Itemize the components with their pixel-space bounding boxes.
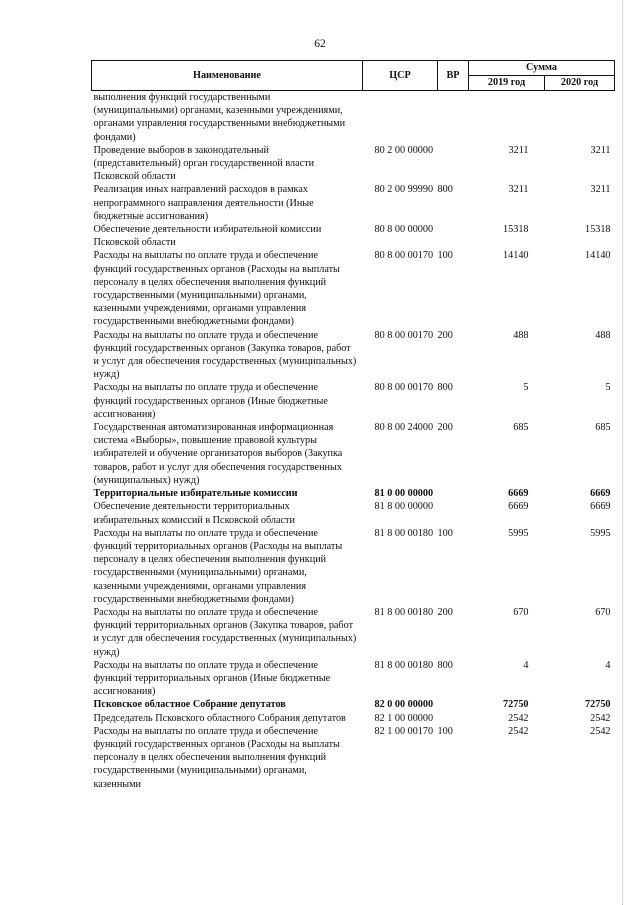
cell-name: Расходы на выплаты по оплате труда и обеспечение функций территориальных органов (Расходы на выплаты персоналу в целях обеспечения выполнения функций государственными (муниципальными) органами, казенными учреждениями, органами управления государственными внебюджетными фондами)	[93, 527, 343, 605]
cell-csr: 80 8 00 00000	[374, 224, 434, 236]
cell-amount-2019: 2542	[508, 725, 529, 737]
cell-vr: 800	[437, 184, 453, 196]
header-csr: ЦСР	[363, 61, 438, 91]
table-row	[92, 606, 615, 659]
cell-vr	[438, 144, 469, 184]
cell-name: выполнения функций государственными (муниципальными) органами, казенными учреждениями, органами управления государственными внебюджетными фондами)	[93, 92, 346, 143]
cell-amount-2019: 5995	[508, 527, 529, 539]
table-row	[92, 725, 615, 791]
cell-name: Расходы на выплаты по оплате труда и обеспечение функций государственных органов (Расходы на выплаты персоналу в целях обеспечения выполнения функций государственными (муниципальными) органами, казенными	[93, 725, 340, 790]
cell-csr: 80 8 00 00170	[374, 250, 434, 262]
cell-amount-2020: 5995	[590, 527, 611, 539]
cell-amount-2020: 72750	[585, 699, 611, 711]
cell-name: Проведение выборов в законодательный (представительный) орган государственной власти Псковской области	[93, 144, 315, 183]
cell-amount-2020: 488	[595, 329, 611, 341]
table-row	[92, 183, 615, 223]
cell-amount-2020: 2542	[590, 712, 611, 724]
budget-table	[91, 60, 615, 791]
cell-csr: 80 2 00 99990	[374, 184, 434, 196]
cell-csr: 81 8 00 00180	[374, 659, 434, 671]
cell-amount-2019: 14140	[503, 250, 529, 262]
cell-name: Расходы на выплаты по оплате труда и обеспечение функций территориальных органов (Иные бюджетные ассигнования)	[93, 659, 331, 698]
cell-csr: 81 8 00 00180	[374, 527, 434, 539]
cell-csr: 80 8 00 00170	[374, 382, 434, 394]
cell-vr	[438, 500, 469, 526]
cell-amount-2019: 3211	[508, 184, 529, 196]
cell-amount-2020: 5	[605, 382, 611, 394]
cell-csr: 81 8 00 00180	[374, 606, 434, 618]
cell-amount-2019: 488	[513, 329, 529, 341]
cell-amount-2020: 6669	[590, 501, 611, 513]
cell-vr: 100	[437, 725, 453, 737]
cell-amount-2020: 4	[605, 659, 611, 671]
table-header	[92, 61, 615, 91]
cell-amount-2019: 6669	[508, 488, 529, 500]
cell-amount-2020: 670	[595, 606, 611, 618]
header-year-2019: 2019 год	[469, 76, 545, 91]
cell-csr: 80 2 00 00000	[374, 144, 434, 156]
table-row	[92, 712, 615, 725]
cell-amount-2019	[469, 91, 545, 144]
cell-vr	[438, 487, 469, 500]
page-edge-line	[622, 0, 623, 905]
cell-vr: 100	[437, 250, 453, 262]
cell-name: Обеспечение деятельности территориальных избирательных комиссий в Псковской области	[93, 501, 295, 526]
cell-csr: 80 8 00 24000	[374, 422, 434, 434]
cell-vr	[438, 223, 469, 249]
table-row	[92, 223, 615, 249]
cell-amount-2019: 72750	[503, 699, 529, 711]
cell-vr: 800	[437, 382, 453, 394]
cell-name: Территориальные избирательные комиссии	[93, 488, 298, 500]
table-row	[92, 249, 615, 328]
cell-amount-2019: 5	[523, 382, 529, 394]
cell-amount-2020: 6669	[590, 488, 611, 500]
cell-amount-2019: 6669	[508, 501, 529, 513]
cell-vr: 800	[437, 659, 453, 671]
table-row	[92, 500, 615, 526]
cell-name: Псковское областное Собрание депутатов	[93, 699, 286, 711]
cell-vr	[438, 712, 469, 725]
cell-vr	[438, 91, 469, 144]
cell-name: Расходы на выплаты по оплате труда и обеспечение функций государственных органов (Закупка товаров, работ и услуг для обеспечения государственных (муниципальных) нужд)	[93, 329, 357, 381]
cell-vr: 200	[437, 606, 453, 618]
table-body	[92, 91, 615, 791]
cell-name: Обеспечение деятельности избирательной комиссии Псковской области	[93, 224, 322, 249]
cell-csr: 81 0 00 00000	[374, 488, 434, 500]
cell-amount-2019: 685	[513, 422, 529, 434]
table-row	[92, 329, 615, 382]
cell-name: Расходы на выплаты по оплате труда и обеспечение функций территориальных органов (Закупка товаров, работ и услуг для обеспечения государственных (муниципальных) нужд)	[93, 606, 357, 658]
cell-name: Расходы на выплаты по оплате труда и обеспечение функций государственных органов (Расходы на выплаты персоналу в целях обеспечения выполнения функций государственными (муниципальными) органами, казенными учреждениями, органами управления государственными внебюджетными фондами)	[93, 250, 340, 328]
cell-csr: 82 0 00 00000	[374, 699, 434, 711]
cell-amount-2019: 670	[513, 606, 529, 618]
cell-amount-2019: 4	[523, 659, 529, 671]
cell-name: Государственная автоматизированная информационная система «Выборы», повышение правовой культуры избирателей и обучение организаторов выборов (Закупка товаров, работ и услуг для обеспечения государственных (муниципальных) нужд)	[93, 422, 343, 486]
cell-vr: 100	[437, 527, 453, 539]
table-row	[92, 421, 615, 487]
header-name: Наименование	[92, 61, 363, 91]
cell-vr: 200	[437, 422, 453, 434]
table-row	[92, 659, 615, 699]
header-sum: Сумма	[469, 61, 615, 76]
cell-amount-2020: 3211	[590, 184, 611, 196]
cell-amount-2020: 2542	[590, 725, 611, 737]
table-row	[92, 91, 615, 144]
cell-amount-2020: 14140	[585, 250, 611, 262]
header-year-2020: 2020 год	[545, 76, 615, 91]
cell-vr: 200	[437, 329, 453, 341]
cell-csr: 82 1 00 00000	[374, 712, 434, 724]
cell-csr	[363, 91, 438, 144]
cell-amount-2020: 685	[595, 422, 611, 434]
cell-csr: 81 8 00 00000	[374, 501, 434, 513]
cell-vr	[438, 698, 469, 711]
table-row	[92, 527, 615, 606]
cell-name: Расходы на выплаты по оплате труда и обеспечение функций государственных органов (Иные бюджетные ассигнования)	[93, 382, 328, 420]
cell-amount-2020: 15318	[585, 224, 611, 236]
cell-csr: 80 8 00 00170	[374, 329, 434, 341]
page-number: 62	[314, 38, 326, 50]
cell-name: Председатель Псковского областного Собрания депутатов	[93, 712, 346, 724]
cell-amount-2020: 3211	[590, 144, 611, 156]
cell-amount-2019: 3211	[508, 144, 529, 156]
cell-name: Реализация иных направлений расходов в рамках непрограммного направления деятельности (Иные бюджетные ассигнования)	[93, 184, 314, 222]
header-vr: ВР	[438, 61, 469, 91]
cell-amount-2019: 15318	[503, 224, 529, 236]
cell-amount-2019: 2542	[508, 712, 529, 724]
table-row	[92, 381, 615, 421]
cell-amount-2020	[545, 91, 615, 144]
table-row	[92, 698, 615, 711]
table-row	[92, 144, 615, 184]
cell-csr: 82 1 00 00170	[374, 725, 434, 737]
table-row	[92, 487, 615, 500]
